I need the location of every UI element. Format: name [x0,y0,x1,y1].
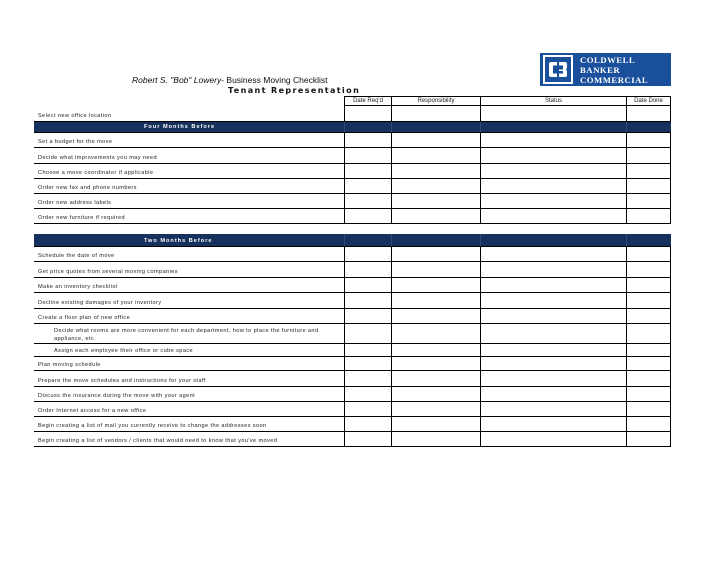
task-label: Choose a move coordinator if applicable [38,170,154,176]
task-label: Set a budget for the move [38,139,113,145]
column-header-responsibility: Responsibility [391,97,480,105]
section-cell-status[interactable] [480,234,626,246]
column-header-row [34,96,671,106]
checklist-row [34,357,671,371]
logo-text-line2: BANKER [580,64,621,75]
logo-text-line1: COLDWELL [580,54,636,65]
task-cell-status[interactable] [480,387,626,401]
task-cell-status[interactable] [480,164,626,178]
task-cell-date-done[interactable] [626,432,671,446]
column-header-date-reqd: Date Req'd [344,97,391,105]
task-cell-date-reqd[interactable] [344,402,391,416]
task-label: Order Internet access for a new office [38,408,147,414]
task-cell-date-done[interactable] [626,179,671,193]
section-cell-responsibility[interactable] [391,234,480,246]
task-cell-status[interactable] [480,402,626,416]
task-cell-responsibility[interactable] [391,194,480,208]
task-label: Order new address labels [38,200,112,206]
task-cell-responsibility[interactable] [391,357,480,370]
task-cell-date-done[interactable] [626,293,671,308]
task-cell-status[interactable] [480,148,626,163]
task-cell-date-done[interactable] [626,357,671,370]
task-cell-responsibility[interactable] [391,106,480,121]
task-cell-status[interactable] [480,309,626,323]
column-header-status: Status [480,97,626,105]
task-label: Select new office location [38,113,112,119]
task-label: Begin creating a list of vendors / clients that would need to know that you've moved [38,438,278,444]
checklist-row [34,371,671,387]
checklist-row [34,247,671,262]
task-label: Begin creating a list of mail you currently receive to change the addresses soon [38,423,267,429]
task-cell-date-done[interactable] [626,344,671,356]
checklist-row [34,194,671,209]
checklist-row [34,417,671,432]
section-header-row [34,234,671,247]
section-title: Two Months Before [144,238,213,244]
task-cell-date-reqd[interactable] [344,324,391,343]
task-cell-date-reqd[interactable] [344,278,391,292]
task-cell-date-reqd[interactable] [344,344,391,356]
task-cell-date-done[interactable] [626,324,671,343]
task-cell-date-reqd[interactable] [344,106,391,121]
task-cell-responsibility[interactable] [391,371,480,386]
task-cell-responsibility[interactable] [391,164,480,178]
task-cell-responsibility[interactable] [391,133,480,147]
checklist-row [34,209,671,224]
checklist-row [34,324,671,344]
task-cell-status[interactable] [480,293,626,308]
task-cell-date-done[interactable] [626,402,671,416]
task-cell-date-done[interactable] [626,247,671,261]
task-cell-date-reqd[interactable] [344,164,391,178]
section-cell-date-reqd[interactable] [344,234,391,246]
checklist-row [34,344,671,357]
checklist-sheet [34,96,671,447]
task-label: Schedule the date of move [38,253,115,259]
task-label: Assign each employee their office or cube space [54,348,194,354]
task-cell-date-reqd[interactable] [344,309,391,323]
task-cell-date-reqd[interactable] [344,293,391,308]
section-cell-date-done[interactable] [626,122,671,132]
task-cell-status[interactable] [480,371,626,386]
title-name: Robert S. "Bob" Lowery [132,75,222,85]
task-cell-status[interactable] [480,432,626,446]
checklist-row [34,432,671,447]
task-label: Create a floor plan of new office [38,315,131,321]
task-cell-status[interactable] [480,357,626,370]
task-label: Decide what improvements you may need [38,155,157,161]
task-label: Make an inventory checklist [38,284,118,290]
checklist-row [34,309,671,324]
task-label: Get price quotes from several moving companies [38,269,178,275]
task-label: Discuss the insurance during the move with your agent [38,393,196,399]
task-cell-responsibility[interactable] [391,247,480,261]
title-rest: - Business Moving Checklist [221,75,328,85]
task-cell-date-reqd[interactable] [344,357,391,370]
task-cell-responsibility[interactable] [391,262,480,277]
checklist-row [34,402,671,417]
task-cell-date-reqd[interactable] [344,247,391,261]
task-label: Plan moving schedule [38,362,101,368]
task-cell-responsibility[interactable] [391,179,480,193]
coldwell-banker-cb-mark-icon [543,55,573,84]
task-cell-date-done[interactable] [626,164,671,178]
section-cell-status[interactable] [480,122,626,132]
task-cell-responsibility[interactable] [391,309,480,323]
section-header-row [34,122,671,133]
checklist-row [34,179,671,194]
task-cell-responsibility[interactable] [391,417,480,431]
task-cell-status[interactable] [480,194,626,208]
task-cell-date-done[interactable] [626,417,671,431]
section-cell-date-done[interactable] [626,234,671,246]
task-label: Decline existing damages of your inventory [38,300,162,306]
task-cell-date-done[interactable] [626,148,671,163]
company-logo [540,53,671,86]
task-label: Prepare the move schedules and instructions for your staff [38,378,206,384]
task-cell-date-reqd[interactable] [344,148,391,163]
checklist-row [34,387,671,402]
task-cell-date-done[interactable] [626,262,671,277]
page-title [132,75,328,85]
task-cell-date-reqd[interactable] [344,194,391,208]
task-cell-date-reqd[interactable] [344,417,391,431]
task-cell-responsibility[interactable] [391,402,480,416]
task-cell-date-done[interactable] [626,194,671,208]
checklist-row [34,164,671,179]
checklist-row [34,293,671,309]
task-cell-status[interactable] [480,278,626,292]
task-cell-status[interactable] [480,179,626,193]
checklist-row [34,262,671,278]
task-cell-responsibility[interactable] [391,432,480,446]
section-cell-date-reqd[interactable] [344,122,391,132]
task-cell-date-reqd[interactable] [344,387,391,401]
task-cell-status[interactable] [480,133,626,147]
task-cell-status[interactable] [480,106,626,121]
task-cell-responsibility[interactable] [391,148,480,163]
task-cell-status[interactable] [480,209,626,223]
section-title: Four Months Before [144,124,216,130]
column-header-date-done: Date Done [626,97,671,105]
checklist-rows [34,106,671,447]
task-cell-date-done[interactable] [626,387,671,401]
task-label: Order new furniture if required [38,215,126,221]
page-subtitle: Tenant Representation [228,86,361,95]
logo-text-line3: COMMERCIAL [580,74,649,85]
task-cell-responsibility[interactable] [391,387,480,401]
task-cell-date-reqd[interactable] [344,432,391,446]
task-cell-date-reqd[interactable] [344,371,391,386]
task-cell-status[interactable] [480,262,626,277]
task-cell-date-reqd[interactable] [344,209,391,223]
task-cell-status[interactable] [480,417,626,431]
task-cell-responsibility[interactable] [391,344,480,356]
checklist-row [34,278,671,293]
checklist-row [34,106,671,122]
task-cell-status[interactable] [480,344,626,356]
task-cell-date-done[interactable] [626,209,671,223]
task-cell-status[interactable] [480,324,626,343]
task-cell-date-reqd[interactable] [344,133,391,147]
task-cell-responsibility[interactable] [391,209,480,223]
task-label: Decide what rooms are more convenient for each department, how to place the furniture and appliance, etc. [54,328,319,342]
task-cell-date-done[interactable] [626,371,671,386]
task-cell-responsibility[interactable] [391,324,480,343]
section-cell-responsibility[interactable] [391,122,480,132]
task-cell-date-done[interactable] [626,278,671,292]
task-cell-date-reqd[interactable] [344,262,391,277]
task-cell-date-reqd[interactable] [344,179,391,193]
checklist-row [34,148,671,164]
task-cell-date-done[interactable] [626,309,671,323]
task-cell-responsibility[interactable] [391,293,480,308]
task-label: Order new fax and phone numbers [38,185,137,191]
task-cell-date-done[interactable] [626,106,671,121]
checklist-row [34,133,671,148]
spacer-row [34,224,671,234]
task-cell-status[interactable] [480,247,626,261]
task-cell-date-done[interactable] [626,133,671,147]
task-cell-responsibility[interactable] [391,278,480,292]
